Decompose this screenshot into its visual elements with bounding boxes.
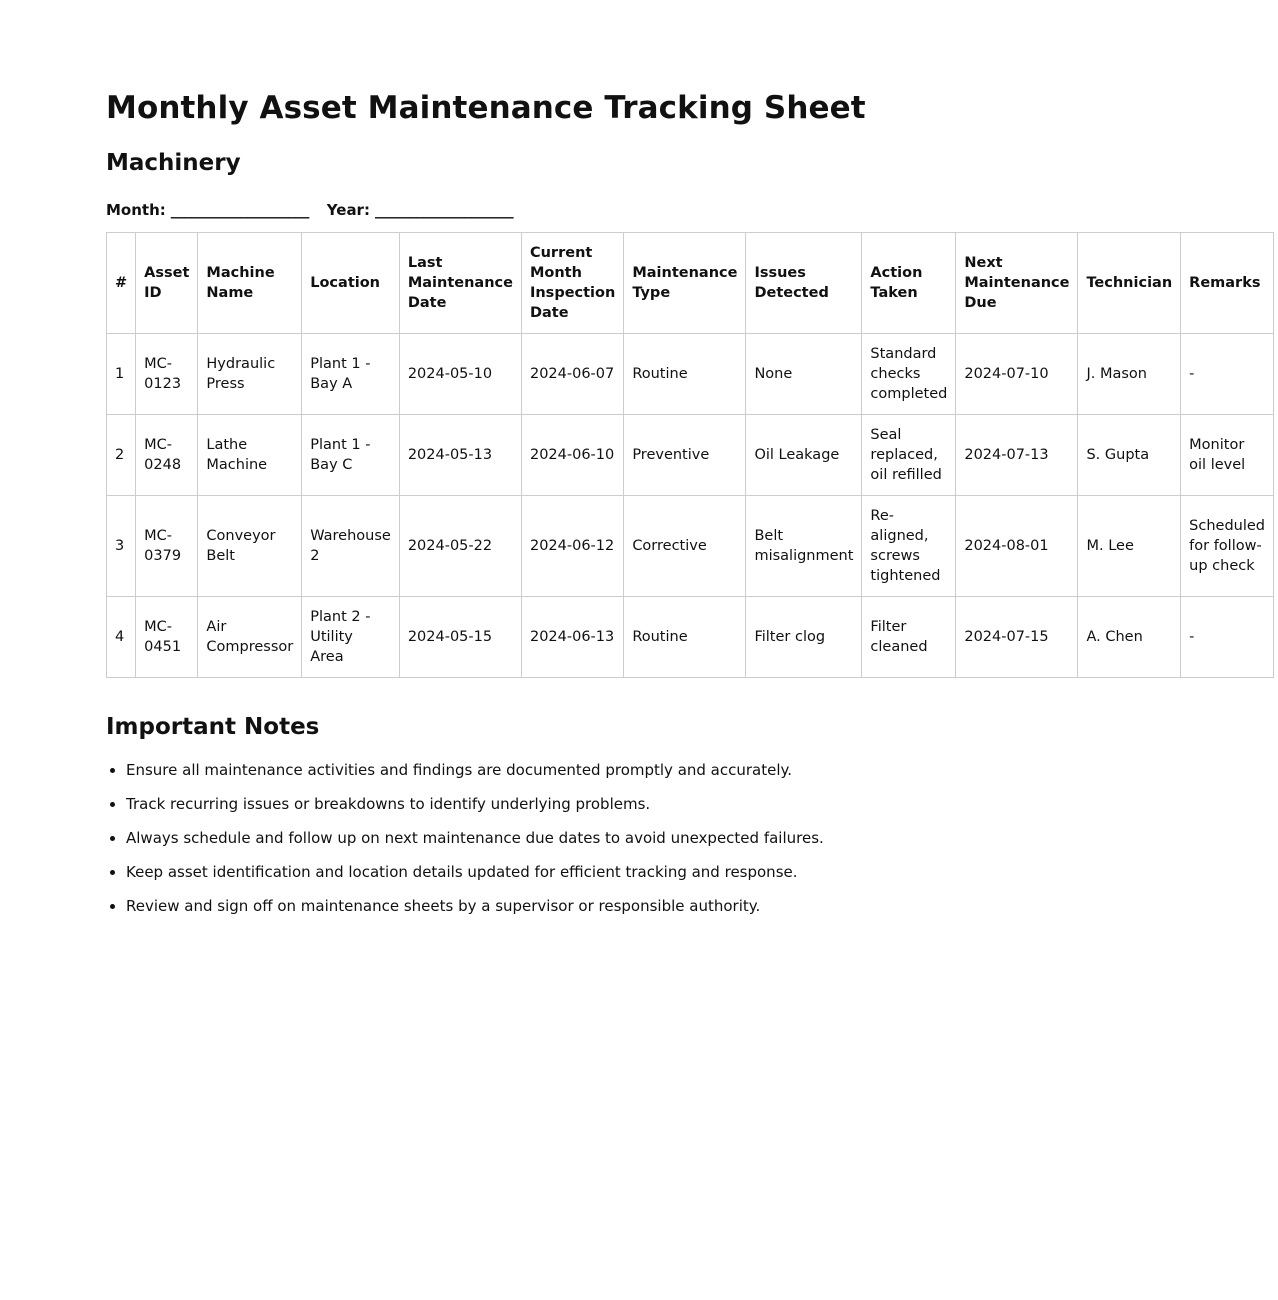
- cell-remarks: Monitor oil level: [1181, 415, 1274, 496]
- cell-location: Plant 1 - Bay A: [302, 334, 400, 415]
- cell-machine-name: Hydraulic Press: [198, 334, 302, 415]
- cell-next-maintenance-due: 2024-07-13: [956, 415, 1078, 496]
- table-header-row: [107, 233, 1274, 334]
- note-item: • Always schedule and follow up on next maintenance due dates to avoid unexpected failures.: [126, 828, 1172, 848]
- table-row: [107, 334, 1274, 415]
- cell-current-inspection-date: 2024-06-07: [521, 334, 623, 415]
- cell-next-maintenance-due: 2024-08-01: [956, 496, 1078, 597]
- cell-technician: A. Chen: [1078, 597, 1181, 678]
- cell-last-maintenance-date: 2024-05-22: [399, 496, 521, 597]
- header-remarks: Remarks: [1181, 233, 1274, 334]
- cell-issues-detected: None: [746, 334, 862, 415]
- section-title: Machinery: [106, 150, 241, 176]
- notes-title: Important Notes: [106, 714, 320, 740]
- cell-location: Warehouse 2: [302, 496, 400, 597]
- cell-maintenance-type: Routine: [624, 597, 746, 678]
- header-maintenance-type: Maintenance Type: [624, 233, 746, 334]
- header-last-maintenance-date: Last Maintenance Date: [399, 233, 521, 334]
- year-field[interactable]: [327, 200, 513, 220]
- note-item: • Keep asset identification and location details updated for efficient tracking and response.: [126, 862, 1172, 882]
- cell-next-maintenance-due: 2024-07-15: [956, 597, 1078, 678]
- cell-current-inspection-date: 2024-06-10: [521, 415, 623, 496]
- cell-action-taken: Filter cleaned: [862, 597, 956, 678]
- cell-maintenance-type: Corrective: [624, 496, 746, 597]
- cell-asset-id: MC-0123: [136, 334, 198, 415]
- maintenance-table: [106, 232, 1274, 678]
- cell-number: 3: [107, 496, 136, 597]
- cell-last-maintenance-date: 2024-05-13: [399, 415, 521, 496]
- cell-last-maintenance-date: 2024-05-15: [399, 597, 521, 678]
- cell-asset-id: MC-0379: [136, 496, 198, 597]
- note-item: • Track recurring issues or breakdowns to identify underlying problems.: [126, 794, 1172, 814]
- cell-machine-name: Conveyor Belt: [198, 496, 302, 597]
- table-row: [107, 415, 1274, 496]
- cell-action-taken: Seal replaced, oil refilled: [862, 415, 956, 496]
- year-label: Year:: [326, 201, 370, 219]
- cell-maintenance-type: Routine: [624, 334, 746, 415]
- cell-issues-detected: Belt misalignment: [746, 496, 862, 597]
- notes-list: [106, 760, 1172, 916]
- header-action-taken: Action Taken: [862, 233, 956, 334]
- cell-number: 1: [107, 334, 136, 415]
- month-blank-line: ____________________: [170, 201, 309, 219]
- page-title: Monthly Asset Maintenance Tracking Sheet: [106, 90, 866, 126]
- cell-remarks: -: [1181, 597, 1274, 678]
- cell-machine-name: Air Compressor: [198, 597, 302, 678]
- cell-current-inspection-date: 2024-06-12: [521, 496, 623, 597]
- header-location: Location: [302, 233, 400, 334]
- cell-machine-name: Lathe Machine: [198, 415, 302, 496]
- cell-current-inspection-date: 2024-06-13: [521, 597, 623, 678]
- cell-asset-id: MC-0248: [136, 415, 198, 496]
- cell-number: 2: [107, 415, 136, 496]
- note-item: • Review and sign off on maintenance sheets by a supervisor or responsible authority.: [126, 896, 1172, 916]
- cell-action-taken: Standard checks completed: [862, 334, 956, 415]
- header-next-maintenance-due: Next Maintenance Due: [956, 233, 1078, 334]
- note-item: • Ensure all maintenance activities and findings are documented promptly and accurately.: [126, 760, 1172, 780]
- cell-remarks: -: [1181, 334, 1274, 415]
- header-asset-id: Asset ID: [136, 233, 198, 334]
- cell-number: 4: [107, 597, 136, 678]
- cell-issues-detected: Oil Leakage: [746, 415, 862, 496]
- table-row: [107, 597, 1274, 678]
- cell-location: Plant 1 - Bay C: [302, 415, 400, 496]
- cell-action-taken: Re-aligned, screws tightened: [862, 496, 956, 597]
- header-issues-detected: Issues Detected: [746, 233, 862, 334]
- header-technician: Technician: [1078, 233, 1181, 334]
- header-number: #: [107, 233, 136, 334]
- month-field[interactable]: [106, 200, 309, 220]
- cell-location: Plant 2 - Utility Area: [302, 597, 400, 678]
- cell-technician: M. Lee: [1078, 496, 1181, 597]
- cell-asset-id: MC-0451: [136, 597, 198, 678]
- cell-technician: J. Mason: [1078, 334, 1181, 415]
- cell-last-maintenance-date: 2024-05-10: [399, 334, 521, 415]
- cell-issues-detected: Filter clog: [746, 597, 862, 678]
- cell-technician: S. Gupta: [1078, 415, 1181, 496]
- header-current-inspection-date: Current Month Inspection Date: [521, 233, 623, 334]
- month-label: Month:: [106, 201, 166, 219]
- cell-remarks: Scheduled for follow-up check: [1181, 496, 1274, 597]
- cell-maintenance-type: Preventive: [624, 415, 746, 496]
- year-blank-line: ____________________: [374, 201, 513, 219]
- month-year-fields: [106, 200, 1172, 220]
- table-row: [107, 496, 1274, 597]
- cell-next-maintenance-due: 2024-07-10: [956, 334, 1078, 415]
- header-machine-name: Machine Name: [198, 233, 302, 334]
